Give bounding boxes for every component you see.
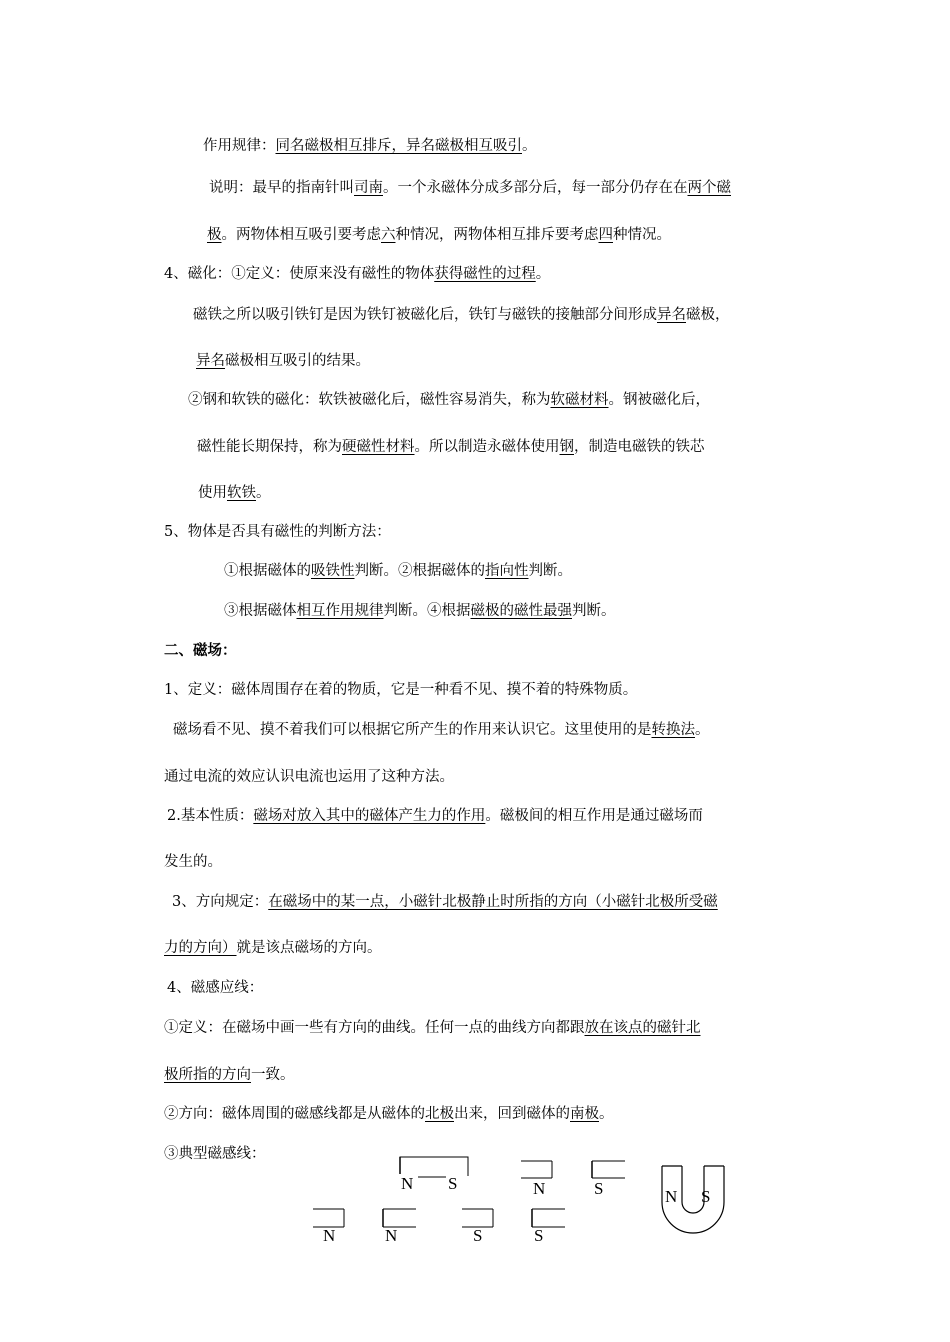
north-pole-label: N bbox=[533, 1179, 546, 1198]
mag-text: 使用 bbox=[198, 485, 227, 501]
field-text: 磁场看不见、摸不着我们可以根据它所产生的作用来认识它。这里使用的是 bbox=[173, 722, 652, 738]
judge-term: 指向性 bbox=[485, 563, 529, 579]
field-text: 3、方向规定： bbox=[172, 894, 269, 910]
mag-text: 磁性能长期保持，称为 bbox=[197, 439, 342, 455]
note-term: 四 bbox=[598, 227, 613, 243]
field-property-line-1 bbox=[167, 806, 703, 826]
note-line-2 bbox=[207, 225, 671, 245]
mag-text: 。 bbox=[535, 266, 551, 282]
magnet-end-outline bbox=[589, 1157, 629, 1181]
field-lines-direction bbox=[164, 1104, 614, 1124]
mag-term: 硬磁性材料 bbox=[342, 439, 415, 455]
mag-term: 软磁材料 bbox=[550, 392, 609, 408]
rule-content: 同名磁极相互排斥，异名磁极相互吸引 bbox=[275, 138, 522, 154]
south-pole-label: S bbox=[448, 1174, 458, 1193]
field-text: 。 bbox=[599, 1106, 614, 1122]
judge-text: ③根据磁体 bbox=[224, 603, 297, 619]
field-direction-line-1 bbox=[172, 892, 718, 912]
magnetization-line-3 bbox=[196, 351, 370, 371]
judge-term: 相互作用规律 bbox=[296, 603, 384, 619]
field-text: 就是该点磁场的方向。 bbox=[236, 940, 382, 956]
note-text: 种情况，两物体相互排斥要考虑 bbox=[395, 227, 599, 243]
north-pole-label: N bbox=[401, 1174, 414, 1193]
field-term: 力的方向） bbox=[164, 940, 237, 956]
field-text: 。磁极间的相互作用是通过磁场而 bbox=[485, 808, 703, 824]
field-conversion-line bbox=[173, 720, 710, 740]
magnetization-line-4 bbox=[188, 390, 710, 410]
magnet-end-outline bbox=[519, 1157, 559, 1181]
mag-text: 磁极， bbox=[686, 307, 730, 323]
mag-term: 软铁 bbox=[227, 485, 256, 501]
field-term: 南极 bbox=[570, 1106, 599, 1122]
judge-line-1 bbox=[224, 561, 572, 581]
rule-line bbox=[203, 136, 537, 156]
field-term: 在磁场中的某一点，小磁针北极静止时所指的方向（小磁针北极所受磁 bbox=[268, 894, 718, 910]
north-pole-label: N bbox=[323, 1226, 336, 1245]
note-term: 极 bbox=[207, 227, 222, 243]
mag-text: ，制造电磁铁的铁芯 bbox=[574, 439, 705, 455]
field-property-line-2: 发生的。 bbox=[164, 854, 222, 870]
field-term: 转换法 bbox=[651, 722, 695, 738]
judge-text: 判断。 bbox=[528, 563, 572, 579]
mag-text: 。 bbox=[256, 485, 271, 501]
field-term: 磁场对放入其中的磁体产生力的作用 bbox=[253, 808, 486, 824]
magnetization-line-5 bbox=[197, 437, 705, 457]
note-line-1 bbox=[209, 178, 731, 198]
south-pole-label: S bbox=[594, 1179, 604, 1198]
field-text: ②方向：磁体周围的磁感线都是从磁体的 bbox=[164, 1106, 425, 1122]
field-lines-title: 4、磁感应线： bbox=[167, 980, 264, 996]
mag-text: 4、磁化：①定义：使原来没有磁性的物体 bbox=[164, 266, 435, 282]
field-text: 。 bbox=[695, 722, 710, 738]
rule-end: 。 bbox=[522, 138, 537, 154]
field-term: 北极 bbox=[425, 1106, 454, 1122]
note-term: 司南 bbox=[354, 180, 383, 196]
mag-text: 。所以制造永磁体使用 bbox=[414, 439, 560, 455]
magnetization-line-2 bbox=[193, 305, 730, 325]
mag-text: ②钢和软铁的磁化：软铁被磁化后，磁性容易消失，称为 bbox=[188, 392, 551, 408]
judge-text: 判断。④根据 bbox=[383, 603, 471, 619]
field-lines-definition-2 bbox=[164, 1065, 295, 1085]
magnetization-line-6 bbox=[198, 483, 271, 503]
rule-label: 作用规律： bbox=[203, 138, 276, 154]
judge-line-2 bbox=[224, 601, 616, 621]
mag-text: 磁铁之所以吸引铁钉是因为铁钉被磁化后，铁钉与磁铁的接触部分间形成 bbox=[193, 307, 657, 323]
note-text: 。两物体相互吸引要考虑 bbox=[221, 227, 381, 243]
judge-term: 磁极的磁性最强 bbox=[470, 603, 572, 619]
judge-text: 判断。②根据磁体的 bbox=[354, 563, 485, 579]
section-title: 二、磁场： bbox=[164, 642, 237, 659]
mag-text: 磁极相互吸引的结果。 bbox=[225, 353, 370, 369]
mag-term: 异名 bbox=[196, 353, 225, 369]
field-text: 出来，回到磁体的 bbox=[454, 1106, 570, 1122]
north-pole-label: N bbox=[385, 1226, 398, 1245]
judge-text: ①根据磁体的 bbox=[224, 563, 311, 579]
field-term: 极所指的方向 bbox=[164, 1067, 251, 1083]
mag-term: 钢 bbox=[559, 439, 574, 455]
judge-text: 判断。 bbox=[572, 603, 616, 619]
field-direction-line-2 bbox=[164, 938, 382, 958]
field-text: 一致。 bbox=[251, 1067, 295, 1083]
note-term: 六 bbox=[381, 227, 396, 243]
field-lines-definition-1 bbox=[164, 1018, 701, 1038]
judge-title: 5、物体是否具有磁性的判断方法： bbox=[164, 524, 391, 540]
note-text: 。一个永磁体分成多部分后，每一部分仍存在在 bbox=[383, 180, 688, 196]
mag-text: 。钢被磁化后， bbox=[608, 392, 710, 408]
south-pole-label: S bbox=[701, 1187, 711, 1206]
note-term: 两个磁 bbox=[687, 180, 731, 196]
north-pole-label: N bbox=[665, 1187, 678, 1206]
field-definition: 1、定义：磁体周围存在着的物质，它是一种看不见、摸不着的特殊物质。 bbox=[164, 682, 638, 698]
note-text: 种情况。 bbox=[613, 227, 671, 243]
magnetization-definition bbox=[164, 264, 550, 284]
field-text: 2.基本性质： bbox=[167, 808, 254, 824]
note-text: 说明：最早的指南针叫 bbox=[209, 180, 354, 196]
south-pole-label: S bbox=[473, 1226, 483, 1245]
south-pole-label: S bbox=[534, 1226, 544, 1245]
mag-term: 获得磁性的过程 bbox=[434, 266, 536, 282]
judge-term: 吸铁性 bbox=[311, 563, 355, 579]
field-method-line: 通过电流的效应认识电流也运用了这种方法。 bbox=[164, 769, 454, 785]
field-term: 放在该点的磁针北 bbox=[584, 1020, 701, 1036]
mag-term: 异名 bbox=[657, 307, 686, 323]
field-lines-typical: ③典型磁感线： bbox=[164, 1146, 266, 1162]
field-text: ①定义：在磁场中画一些有方向的曲线。任何一点的曲线方向都跟 bbox=[164, 1020, 585, 1036]
bar-magnet-outline bbox=[398, 1152, 473, 1176]
